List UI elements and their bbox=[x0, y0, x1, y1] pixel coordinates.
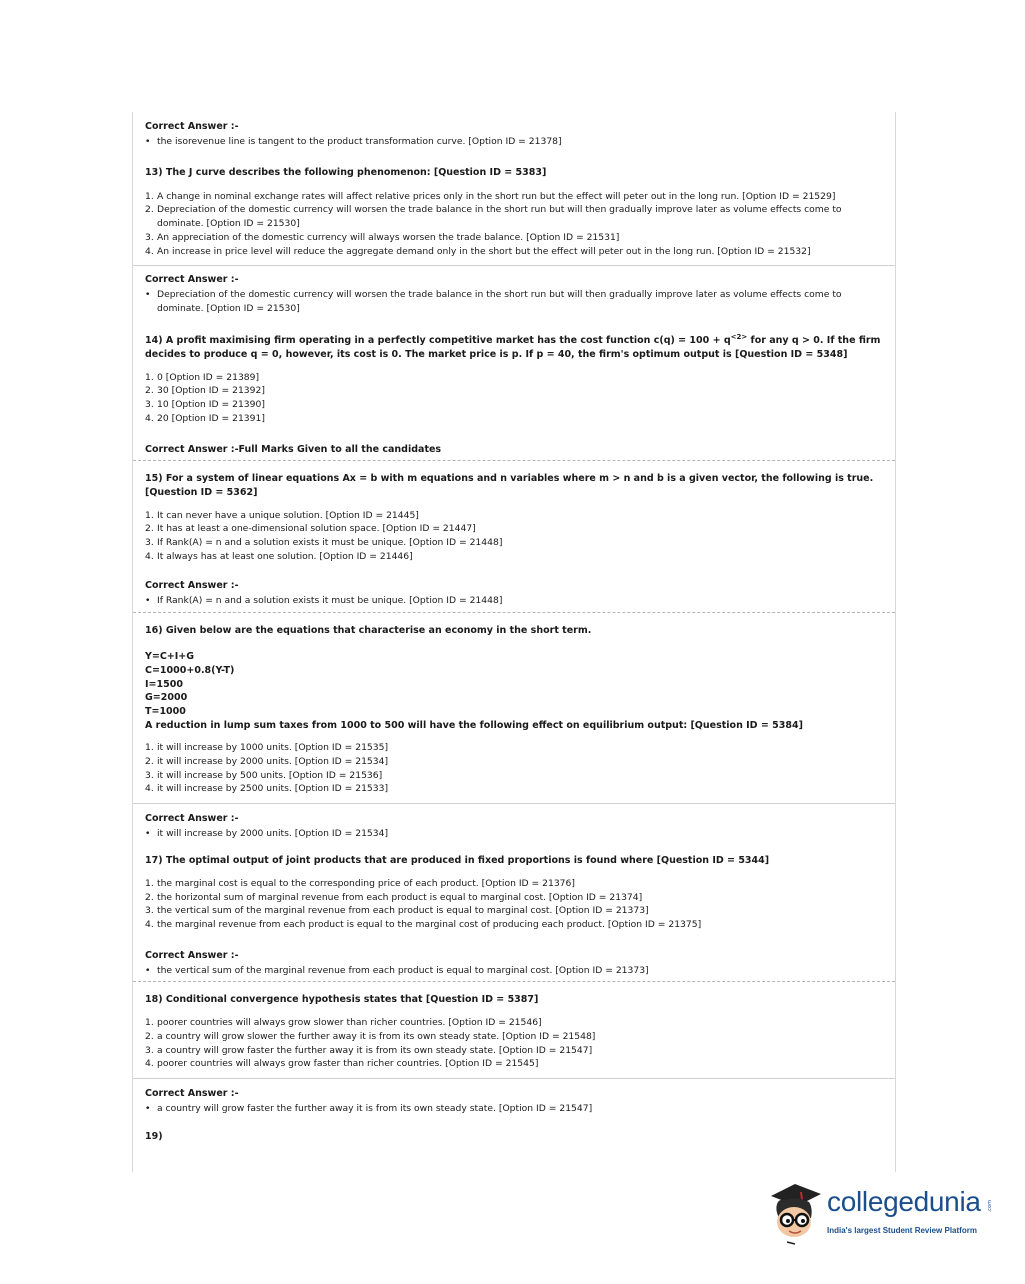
correct-answer-label: Correct Answer :- bbox=[145, 949, 239, 961]
option: 1. the marginal cost is equal to the corresponding price of each product. [Option ID = 21376] bbox=[145, 877, 575, 889]
option: 4. it will increase by 2500 units. [Option ID = 21533] bbox=[145, 783, 389, 795]
correct-answer: • a country will grow faster the further away it is from its own steady state. [Option ID = 21547] bbox=[145, 1103, 593, 1115]
correct-answer: • it will increase by 2000 units. [Option ID = 21534] bbox=[145, 828, 389, 840]
question-14-title: 14) A profit maximising firm operating in a perfectly competitive market has the cost function $c(q) = 100 + q^{<2>}$ for any q > 0. If the firm decides to produce q = 0, however, its cost is 0. The market price is p. If p = 40, the firm's optimum output is [Question ID = 5348] bbox=[145, 332, 881, 360]
question-18-title: 18) Conditional convergence hypothesis states that [Question ID = 5387] bbox=[145, 994, 539, 1006]
question-18-options bbox=[145, 1016, 883, 1071]
option: 1. poorer countries will always grow slower than richer countries. [Option ID = 21546] bbox=[145, 1017, 542, 1029]
correct-answer-label: Correct Answer :- bbox=[145, 813, 239, 825]
option: 1. It can never have a unique solution. [Option ID = 21445] bbox=[145, 509, 419, 521]
option: 2. a country will grow slower the further away it is from its own steady state. [Option ID = 21548] bbox=[145, 1031, 596, 1043]
option: 3. 10 [Option ID = 21390] bbox=[145, 399, 265, 411]
option: 4. An increase in price level will reduce the aggregate demand only in the short but the effect will peter out in the long run. [Option ID = 21532] bbox=[145, 245, 811, 257]
question-16-options bbox=[145, 741, 883, 796]
correct-answer: • If Rank(A) = n and a solution exists it must be unique. [Option ID = 21448] bbox=[145, 595, 503, 607]
option: 4. the marginal revenue from each product is equal to the marginal cost of producing each product. [Option ID = 21375] bbox=[145, 918, 702, 930]
question-14-options bbox=[145, 371, 883, 426]
option: 2. it will increase by 2000 units. [Option ID = 21534] bbox=[145, 756, 389, 768]
logo-com: .com bbox=[987, 1200, 993, 1213]
question-13-options bbox=[145, 190, 883, 259]
question-17-title: 17) The optimal output of joint products that are produced in fixed proportions is found where [Question ID = 5344] bbox=[145, 854, 770, 866]
question-16-equations: Y=C+I+G C=1000+0.8(Y-T) I=1500 G=2000 T=1000 bbox=[145, 651, 235, 717]
question-16-title: 16) Given below are the equations that characterise an economy in the short term. bbox=[145, 625, 592, 637]
mascot-icon bbox=[765, 1178, 827, 1248]
option: 3. a country will grow faster the further away it is from its own steady state. [Option ID = 21547] bbox=[145, 1044, 593, 1056]
option: 4. 20 [Option ID = 21391] bbox=[145, 412, 265, 424]
logo-wordmark: collegedunia bbox=[827, 1186, 981, 1217]
question-16-prompt: A reduction in lump sum taxes from 1000 to 500 will have the following effect on equilibrium output: [Question ID = 5384] bbox=[145, 719, 803, 731]
correct-answer-label: Correct Answer :- bbox=[145, 121, 239, 132]
option: 4. poorer countries will always grow faster than richer countries. [Option ID = 21545] bbox=[145, 1058, 539, 1070]
option: 2. the horizontal sum of marginal revenue from each product is equal to marginal cost. [Option ID = 21374] bbox=[145, 891, 643, 903]
question-19-title: 19) bbox=[145, 1130, 163, 1142]
correct-answer: • Depreciation of the domestic currency will worsen the trade balance in the short run but will then gradually improve later as volume effects come to dominate. [Option ID = 21530] bbox=[145, 289, 842, 314]
question-17-options bbox=[145, 877, 883, 932]
document-page bbox=[132, 112, 896, 1172]
collegedunia-logo[interactable] bbox=[765, 1178, 995, 1248]
option: 1. 0 [Option ID = 21389] bbox=[145, 371, 260, 383]
option: 4. It always has at least one solution. [Option ID = 21446] bbox=[145, 550, 413, 562]
option: 3. the vertical sum of the marginal revenue from each product is equal to marginal cost. [Option ID = 21373] bbox=[145, 905, 649, 917]
logo-tagline: India's largest Student Review Platform bbox=[827, 1226, 977, 1235]
option: 3. If Rank(A) = n and a solution exists it must be unique. [Option ID = 21448] bbox=[145, 537, 503, 548]
option: 2. Depreciation of the domestic currency will worsen the trade balance in the short run but will then gradually improve later as volume effects come to dominate. [Option ID = 21530] bbox=[145, 204, 842, 230]
option: 2. 30 [Option ID = 21392] bbox=[145, 385, 265, 397]
question-15-title: 15) For a system of linear equations Ax = b with m equations and n variables where m > n and b is a given vector, the following is true. [Question ID = 5362] bbox=[145, 472, 874, 498]
question-15-options bbox=[145, 509, 883, 564]
question-13-title: 13) The J curve describes the following phenomenon: [Question ID = 5383] bbox=[145, 166, 547, 178]
correct-answer: • the isorevenue line is tangent to the product transformation curve. [Option ID = 21378] bbox=[145, 136, 562, 147]
option: 3. An appreciation of the domestic currency will always worsen the trade balance. [Option ID = 21531] bbox=[145, 231, 620, 243]
option: 2. It has at least a one-dimensional solution space. [Option ID = 21447] bbox=[145, 523, 476, 535]
correct-answer-label: Correct Answer :- bbox=[145, 580, 239, 592]
option: 3. it will increase by 500 units. [Option ID = 21536] bbox=[145, 769, 383, 781]
option: 1. A change in nominal exchange rates will affect relative prices only in the short run but the effect will peter out in the long run. [Option ID = 21529] bbox=[145, 190, 836, 202]
correct-answer-label: Correct Answer :- bbox=[145, 274, 239, 286]
correct-answer: • the vertical sum of the marginal revenue from each product is equal to marginal cost. [Option ID = 21373] bbox=[145, 964, 649, 976]
correct-answer-label: Correct Answer :-Full Marks Given to all the candidates bbox=[145, 443, 442, 455]
correct-answer-label: Correct Answer :- bbox=[145, 1088, 239, 1100]
option: 1. it will increase by 1000 units. [Option ID = 21535] bbox=[145, 742, 389, 754]
